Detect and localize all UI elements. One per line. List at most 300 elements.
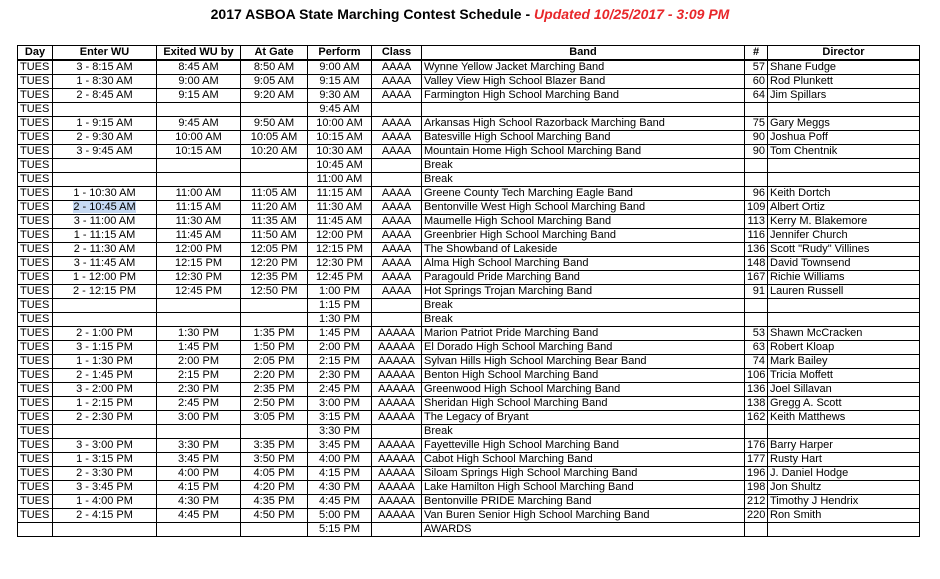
cell-enter-wu: 1 - 12:00 PM <box>53 271 157 285</box>
cell-day: TUES <box>18 453 53 467</box>
cell-day: TUES <box>18 425 53 439</box>
cell-exited-wu: 11:45 AM <box>157 229 241 243</box>
cell-class: AAAA <box>372 131 422 145</box>
cell-number: 60 <box>745 75 768 89</box>
cell-enter-wu: 1 - 2:15 PM <box>53 397 157 411</box>
cell-number: 176 <box>745 439 768 453</box>
table-row <box>18 327 920 341</box>
table-row <box>18 453 920 467</box>
cell-class: AAAA <box>372 89 422 103</box>
cell-class <box>372 103 422 117</box>
cell-class: AAAA <box>372 285 422 299</box>
cell-at-gate: 2:35 PM <box>241 383 308 397</box>
cell-exited-wu: 10:00 AM <box>157 131 241 145</box>
cell-number <box>745 313 768 327</box>
col-class-header: Class <box>372 46 422 61</box>
cell-director: Shawn McCracken <box>768 327 920 341</box>
cell-perform: 9:00 AM <box>308 60 372 75</box>
cell-day: TUES <box>18 229 53 243</box>
cell-class <box>372 523 422 537</box>
cell-day: TUES <box>18 299 53 313</box>
cell-exited-wu: 4:00 PM <box>157 467 241 481</box>
cell-band: Mountain Home High School Marching Band <box>422 145 745 159</box>
cell-number: 57 <box>745 60 768 75</box>
cell-enter-wu: 3 - 8:15 AM <box>53 60 157 75</box>
cell-perform: 2:15 PM <box>308 355 372 369</box>
title-separator: - <box>521 6 535 22</box>
cell-exited-wu: 4:30 PM <box>157 495 241 509</box>
cell-band: Break <box>422 159 745 173</box>
cell-exited-wu <box>157 173 241 187</box>
cell-enter-wu: 3 - 3:00 PM <box>53 439 157 453</box>
cell-number: 162 <box>745 411 768 425</box>
cell-class <box>372 299 422 313</box>
cell-enter-wu: 3 - 1:15 PM <box>53 341 157 355</box>
cell-number: 177 <box>745 453 768 467</box>
cell-band: Benton High School Marching Band <box>422 369 745 383</box>
cell-band: Lake Hamilton High School Marching Band <box>422 481 745 495</box>
cell-director: Scott "Rudy" Villines <box>768 243 920 257</box>
cell-exited-wu: 12:00 PM <box>157 243 241 257</box>
table-row <box>18 257 920 271</box>
cell-exited-wu: 2:30 PM <box>157 383 241 397</box>
cell-at-gate <box>241 425 308 439</box>
cell-band: Greene County Tech Marching Eagle Band <box>422 187 745 201</box>
cell-perform: 11:00 AM <box>308 173 372 187</box>
cell-exited-wu: 2:45 PM <box>157 397 241 411</box>
cell-number: 109 <box>745 201 768 215</box>
cell-director: Ron Smith <box>768 509 920 523</box>
cell-perform: 1:15 PM <box>308 299 372 313</box>
cell-class: AAAA <box>372 257 422 271</box>
cell-exited-wu <box>157 159 241 173</box>
table-row <box>18 243 920 257</box>
cell-number: 91 <box>745 285 768 299</box>
cell-band: Batesville High School Marching Band <box>422 131 745 145</box>
cell-perform: 2:45 PM <box>308 383 372 397</box>
cell-at-gate: 3:05 PM <box>241 411 308 425</box>
cell-number <box>745 103 768 117</box>
schedule-body <box>18 60 920 537</box>
cell-number: 136 <box>745 243 768 257</box>
cell-enter-wu: 2 - 3:30 PM <box>53 467 157 481</box>
table-row <box>18 467 920 481</box>
cell-director: Joshua Poff <box>768 131 920 145</box>
page-title <box>0 6 940 22</box>
cell-band: Bentonville West High School Marching Band <box>422 201 745 215</box>
cell-director: Jennifer Church <box>768 229 920 243</box>
cell-exited-wu: 12:15 PM <box>157 257 241 271</box>
cell-number: 53 <box>745 327 768 341</box>
cell-band: Break <box>422 173 745 187</box>
cell-class: AAAAA <box>372 453 422 467</box>
cell-perform: 4:30 PM <box>308 481 372 495</box>
cell-class: AAAA <box>372 60 422 75</box>
cell-number: 75 <box>745 117 768 131</box>
cell-director: Albert Ortiz <box>768 201 920 215</box>
cell-number: 74 <box>745 355 768 369</box>
table-row <box>18 495 920 509</box>
cell-band: Cabot High School Marching Band <box>422 453 745 467</box>
cell-perform: 9:15 AM <box>308 75 372 89</box>
cell-exited-wu: 11:00 AM <box>157 187 241 201</box>
cell-exited-wu: 3:30 PM <box>157 439 241 453</box>
cell-enter-wu: 2 - 1:45 PM <box>53 369 157 383</box>
col-enter-wu-header: Enter WU <box>53 46 157 61</box>
cell-day: TUES <box>18 159 53 173</box>
cell-day: TUES <box>18 243 53 257</box>
table-row <box>18 355 920 369</box>
cell-exited-wu: 2:15 PM <box>157 369 241 383</box>
cell-day: TUES <box>18 341 53 355</box>
cell-perform: 12:00 PM <box>308 229 372 243</box>
cell-day: TUES <box>18 327 53 341</box>
cell-at-gate: 4:50 PM <box>241 509 308 523</box>
cell-class <box>372 159 422 173</box>
cell-perform: 12:15 PM <box>308 243 372 257</box>
cell-director <box>768 523 920 537</box>
cell-band: Valley View High School Blazer Band <box>422 75 745 89</box>
cell-number <box>745 299 768 313</box>
cell-number: 198 <box>745 481 768 495</box>
cell-at-gate: 3:50 PM <box>241 453 308 467</box>
cell-day: TUES <box>18 173 53 187</box>
title-main: 2017 ASBOA State Marching Contest Schedule <box>210 6 522 22</box>
cell-band: Break <box>422 299 745 313</box>
cell-enter-wu <box>53 523 157 537</box>
cell-class: AAAA <box>372 229 422 243</box>
cell-class: AAAA <box>372 243 422 257</box>
cell-director: David Townsend <box>768 257 920 271</box>
cell-day: TUES <box>18 145 53 159</box>
cell-perform: 9:45 AM <box>308 103 372 117</box>
cell-exited-wu <box>157 313 241 327</box>
table-row <box>18 201 920 215</box>
cell-band: Sylvan Hills High School Marching Bear Band <box>422 355 745 369</box>
table-row <box>18 481 920 495</box>
cell-at-gate: 9:05 AM <box>241 75 308 89</box>
cell-enter-wu: 3 - 11:00 AM <box>53 215 157 229</box>
cell-exited-wu <box>157 299 241 313</box>
cell-day: TUES <box>18 369 53 383</box>
cell-day: TUES <box>18 467 53 481</box>
cell-at-gate: 3:35 PM <box>241 439 308 453</box>
cell-enter-wu <box>53 299 157 313</box>
cell-director: Gary Meggs <box>768 117 920 131</box>
cell-perform: 3:30 PM <box>308 425 372 439</box>
cell-perform: 11:15 AM <box>308 187 372 201</box>
table-row <box>18 411 920 425</box>
cell-director: Keith Dortch <box>768 187 920 201</box>
cell-perform: 10:30 AM <box>308 145 372 159</box>
cell-day: TUES <box>18 509 53 523</box>
cell-exited-wu: 9:00 AM <box>157 75 241 89</box>
cell-number <box>745 159 768 173</box>
cell-director: Rod Plunkett <box>768 75 920 89</box>
cell-director: Joel Sillavan <box>768 383 920 397</box>
cell-day: TUES <box>18 257 53 271</box>
cell-perform: 12:30 PM <box>308 257 372 271</box>
cell-director <box>768 103 920 117</box>
cell-day: TUES <box>18 285 53 299</box>
cell-day: TUES <box>18 117 53 131</box>
cell-at-gate: 4:20 PM <box>241 481 308 495</box>
cell-number <box>745 173 768 187</box>
cell-at-gate: 11:35 AM <box>241 215 308 229</box>
cell-director: Tom Chentnik <box>768 145 920 159</box>
table-row <box>18 425 920 439</box>
table-row <box>18 383 920 397</box>
cell-enter-wu: 1 - 3:15 PM <box>53 453 157 467</box>
cell-enter-wu: 1 - 4:00 PM <box>53 495 157 509</box>
cell-perform: 12:45 PM <box>308 271 372 285</box>
cell-director: Barry Harper <box>768 439 920 453</box>
cell-day: TUES <box>18 271 53 285</box>
cell-band: Greenwood High School Marching Band <box>422 383 745 397</box>
col-at-gate-header: At Gate <box>241 46 308 61</box>
cell-at-gate: 12:05 PM <box>241 243 308 257</box>
cell-band: Marion Patriot Pride Marching Band <box>422 327 745 341</box>
cell-exited-wu: 9:15 AM <box>157 89 241 103</box>
cell-perform: 1:30 PM <box>308 313 372 327</box>
cell-number: 90 <box>745 145 768 159</box>
cell-band: Break <box>422 425 745 439</box>
cell-band: Maumelle High School Marching Band <box>422 215 745 229</box>
cell-director <box>768 313 920 327</box>
cell-perform: 4:15 PM <box>308 467 372 481</box>
cell-director: Timothy J Hendrix <box>768 495 920 509</box>
cell-day: TUES <box>18 439 53 453</box>
cell-director: Jim Spillars <box>768 89 920 103</box>
cell-enter-wu <box>53 159 157 173</box>
cell-number: 167 <box>745 271 768 285</box>
cell-number: 136 <box>745 383 768 397</box>
cell-class: AAAAA <box>372 327 422 341</box>
cell-number: 220 <box>745 509 768 523</box>
cell-class: AAAAA <box>372 509 422 523</box>
table-row <box>18 299 920 313</box>
cell-class: AAAAA <box>372 411 422 425</box>
cell-day: TUES <box>18 355 53 369</box>
cell-director: Robert Kloap <box>768 341 920 355</box>
cell-perform: 11:45 AM <box>308 215 372 229</box>
cell-director: Rusty Hart <box>768 453 920 467</box>
header-row <box>18 46 920 61</box>
cell-exited-wu: 1:45 PM <box>157 341 241 355</box>
cell-day: TUES <box>18 313 53 327</box>
cell-band: Farmington High School Marching Band <box>422 89 745 103</box>
cell-day: TUES <box>18 131 53 145</box>
cell-at-gate: 8:50 AM <box>241 60 308 75</box>
cell-exited-wu: 2:00 PM <box>157 355 241 369</box>
cell-at-gate: 2:20 PM <box>241 369 308 383</box>
cell-band: The Showband of Lakeside <box>422 243 745 257</box>
table-row <box>18 75 920 89</box>
table-row <box>18 229 920 243</box>
cell-at-gate: 9:20 AM <box>241 89 308 103</box>
cell-band: The Legacy of Bryant <box>422 411 745 425</box>
cell-enter-wu: 2 - 4:15 PM <box>53 509 157 523</box>
table-row <box>18 159 920 173</box>
cell-class <box>372 313 422 327</box>
cell-exited-wu: 9:45 AM <box>157 117 241 131</box>
cell-perform: 10:45 AM <box>308 159 372 173</box>
col-exited-wu-header: Exited WU by <box>157 46 241 61</box>
table-row <box>18 187 920 201</box>
cell-class: AAAAA <box>372 439 422 453</box>
table-row <box>18 173 920 187</box>
cell-band: Wynne Yellow Jacket Marching Band <box>422 60 745 75</box>
cell-day: TUES <box>18 75 53 89</box>
cell-exited-wu <box>157 425 241 439</box>
table-row <box>18 215 920 229</box>
cell-band: Hot Springs Trojan Marching Band <box>422 285 745 299</box>
cell-at-gate: 9:50 AM <box>241 117 308 131</box>
cell-band: Alma High School Marching Band <box>422 257 745 271</box>
cell-at-gate: 4:35 PM <box>241 495 308 509</box>
cell-day: TUES <box>18 201 53 215</box>
cell-number: 90 <box>745 131 768 145</box>
cell-exited-wu: 1:30 PM <box>157 327 241 341</box>
cell-day: TUES <box>18 89 53 103</box>
cell-perform: 3:00 PM <box>308 397 372 411</box>
cell-exited-wu: 4:15 PM <box>157 481 241 495</box>
cell-at-gate: 4:05 PM <box>241 467 308 481</box>
cell-perform: 4:45 PM <box>308 495 372 509</box>
cell-perform: 1:45 PM <box>308 327 372 341</box>
cell-band: Break <box>422 313 745 327</box>
cell-number: 106 <box>745 369 768 383</box>
cell-enter-wu: 1 - 1:30 PM <box>53 355 157 369</box>
cell-enter-wu <box>53 425 157 439</box>
table-row <box>18 341 920 355</box>
cell-number <box>745 523 768 537</box>
cell-day: TUES <box>18 411 53 425</box>
cell-day: TUES <box>18 383 53 397</box>
col-number-header: # <box>745 46 768 61</box>
cell-enter-wu: 2 - 11:30 AM <box>53 243 157 257</box>
cell-exited-wu <box>157 103 241 117</box>
cell-enter-wu: 3 - 9:45 AM <box>53 145 157 159</box>
cell-band: Van Buren Senior High School Marching Band <box>422 509 745 523</box>
table-row <box>18 89 920 103</box>
cell-class: AAAA <box>372 187 422 201</box>
cell-number: 113 <box>745 215 768 229</box>
cell-at-gate: 1:50 PM <box>241 341 308 355</box>
cell-director: Mark Bailey <box>768 355 920 369</box>
cell-at-gate: 11:05 AM <box>241 187 308 201</box>
cell-day: TUES <box>18 495 53 509</box>
cell-perform: 5:15 PM <box>308 523 372 537</box>
cell-enter-wu: 3 - 11:45 AM <box>53 257 157 271</box>
cell-exited-wu: 3:45 PM <box>157 453 241 467</box>
cell-enter-wu: 2 - 12:15 PM <box>53 285 157 299</box>
cell-at-gate: 1:35 PM <box>241 327 308 341</box>
cell-band: Greenbrier High School Marching Band <box>422 229 745 243</box>
cell-class: AAAA <box>372 215 422 229</box>
cell-enter-wu <box>53 201 157 215</box>
table-row <box>18 103 920 117</box>
cell-enter-wu <box>53 173 157 187</box>
table-row <box>18 369 920 383</box>
cell-director <box>768 173 920 187</box>
table-row <box>18 397 920 411</box>
cell-enter-wu <box>53 103 157 117</box>
cell-director: Kerry M. Blakemore <box>768 215 920 229</box>
cell-director <box>768 159 920 173</box>
cell-class: AAAA <box>372 75 422 89</box>
cell-enter-wu: 3 - 2:00 PM <box>53 383 157 397</box>
cell-director: Richie Williams <box>768 271 920 285</box>
cell-number <box>745 425 768 439</box>
cell-exited-wu: 10:15 AM <box>157 145 241 159</box>
cell-class: AAAAA <box>372 341 422 355</box>
cell-director: Jon Shultz <box>768 481 920 495</box>
cell-perform: 9:30 AM <box>308 89 372 103</box>
table-row <box>18 60 920 75</box>
cell-director: J. Daniel Hodge <box>768 467 920 481</box>
cell-at-gate <box>241 523 308 537</box>
cell-class: AAAA <box>372 201 422 215</box>
cell-at-gate: 12:35 PM <box>241 271 308 285</box>
cell-class: AAAAA <box>372 397 422 411</box>
cell-exited-wu: 12:45 PM <box>157 285 241 299</box>
cell-at-gate: 2:50 PM <box>241 397 308 411</box>
cell-perform: 5:00 PM <box>308 509 372 523</box>
cell-number: 212 <box>745 495 768 509</box>
cell-number: 148 <box>745 257 768 271</box>
cell-exited-wu <box>157 523 241 537</box>
table-row <box>18 523 920 537</box>
cell-band: El Dorado High School Marching Band <box>422 341 745 355</box>
cell-day: TUES <box>18 103 53 117</box>
cell-at-gate <box>241 159 308 173</box>
cell-number: 96 <box>745 187 768 201</box>
cell-at-gate <box>241 299 308 313</box>
cell-enter-wu: 2 - 9:30 AM <box>53 131 157 145</box>
cell-enter-wu: 1 - 10:30 AM <box>53 187 157 201</box>
schedule-table <box>17 45 920 537</box>
cell-class: AAAA <box>372 145 422 159</box>
title-updated: Updated 10/25/2017 - 3:09 PM <box>534 6 730 22</box>
cell-number: 64 <box>745 89 768 103</box>
cell-perform: 11:30 AM <box>308 201 372 215</box>
table-row <box>18 131 920 145</box>
cell-at-gate <box>241 313 308 327</box>
cell-day: TUES <box>18 481 53 495</box>
table-row <box>18 509 920 523</box>
cell-at-gate: 11:50 AM <box>241 229 308 243</box>
cell-perform: 3:45 PM <box>308 439 372 453</box>
cell-band <box>422 103 745 117</box>
cell-band: Sheridan High School Marching Band <box>422 397 745 411</box>
cell-class <box>372 425 422 439</box>
cell-perform: 2:30 PM <box>308 369 372 383</box>
cell-enter-wu: 2 - 8:45 AM <box>53 89 157 103</box>
cell-director <box>768 425 920 439</box>
cell-perform: 1:00 PM <box>308 285 372 299</box>
cell-at-gate: 11:20 AM <box>241 201 308 215</box>
cell-at-gate: 12:20 PM <box>241 257 308 271</box>
cell-director: Tricia Moffett <box>768 369 920 383</box>
cell-at-gate <box>241 103 308 117</box>
cell-enter-wu: 1 - 11:15 AM <box>53 229 157 243</box>
cell-at-gate: 2:05 PM <box>241 355 308 369</box>
cell-day: TUES <box>18 60 53 75</box>
col-perform-header: Perform <box>308 46 372 61</box>
cell-at-gate: 10:05 AM <box>241 131 308 145</box>
cell-day <box>18 523 53 537</box>
